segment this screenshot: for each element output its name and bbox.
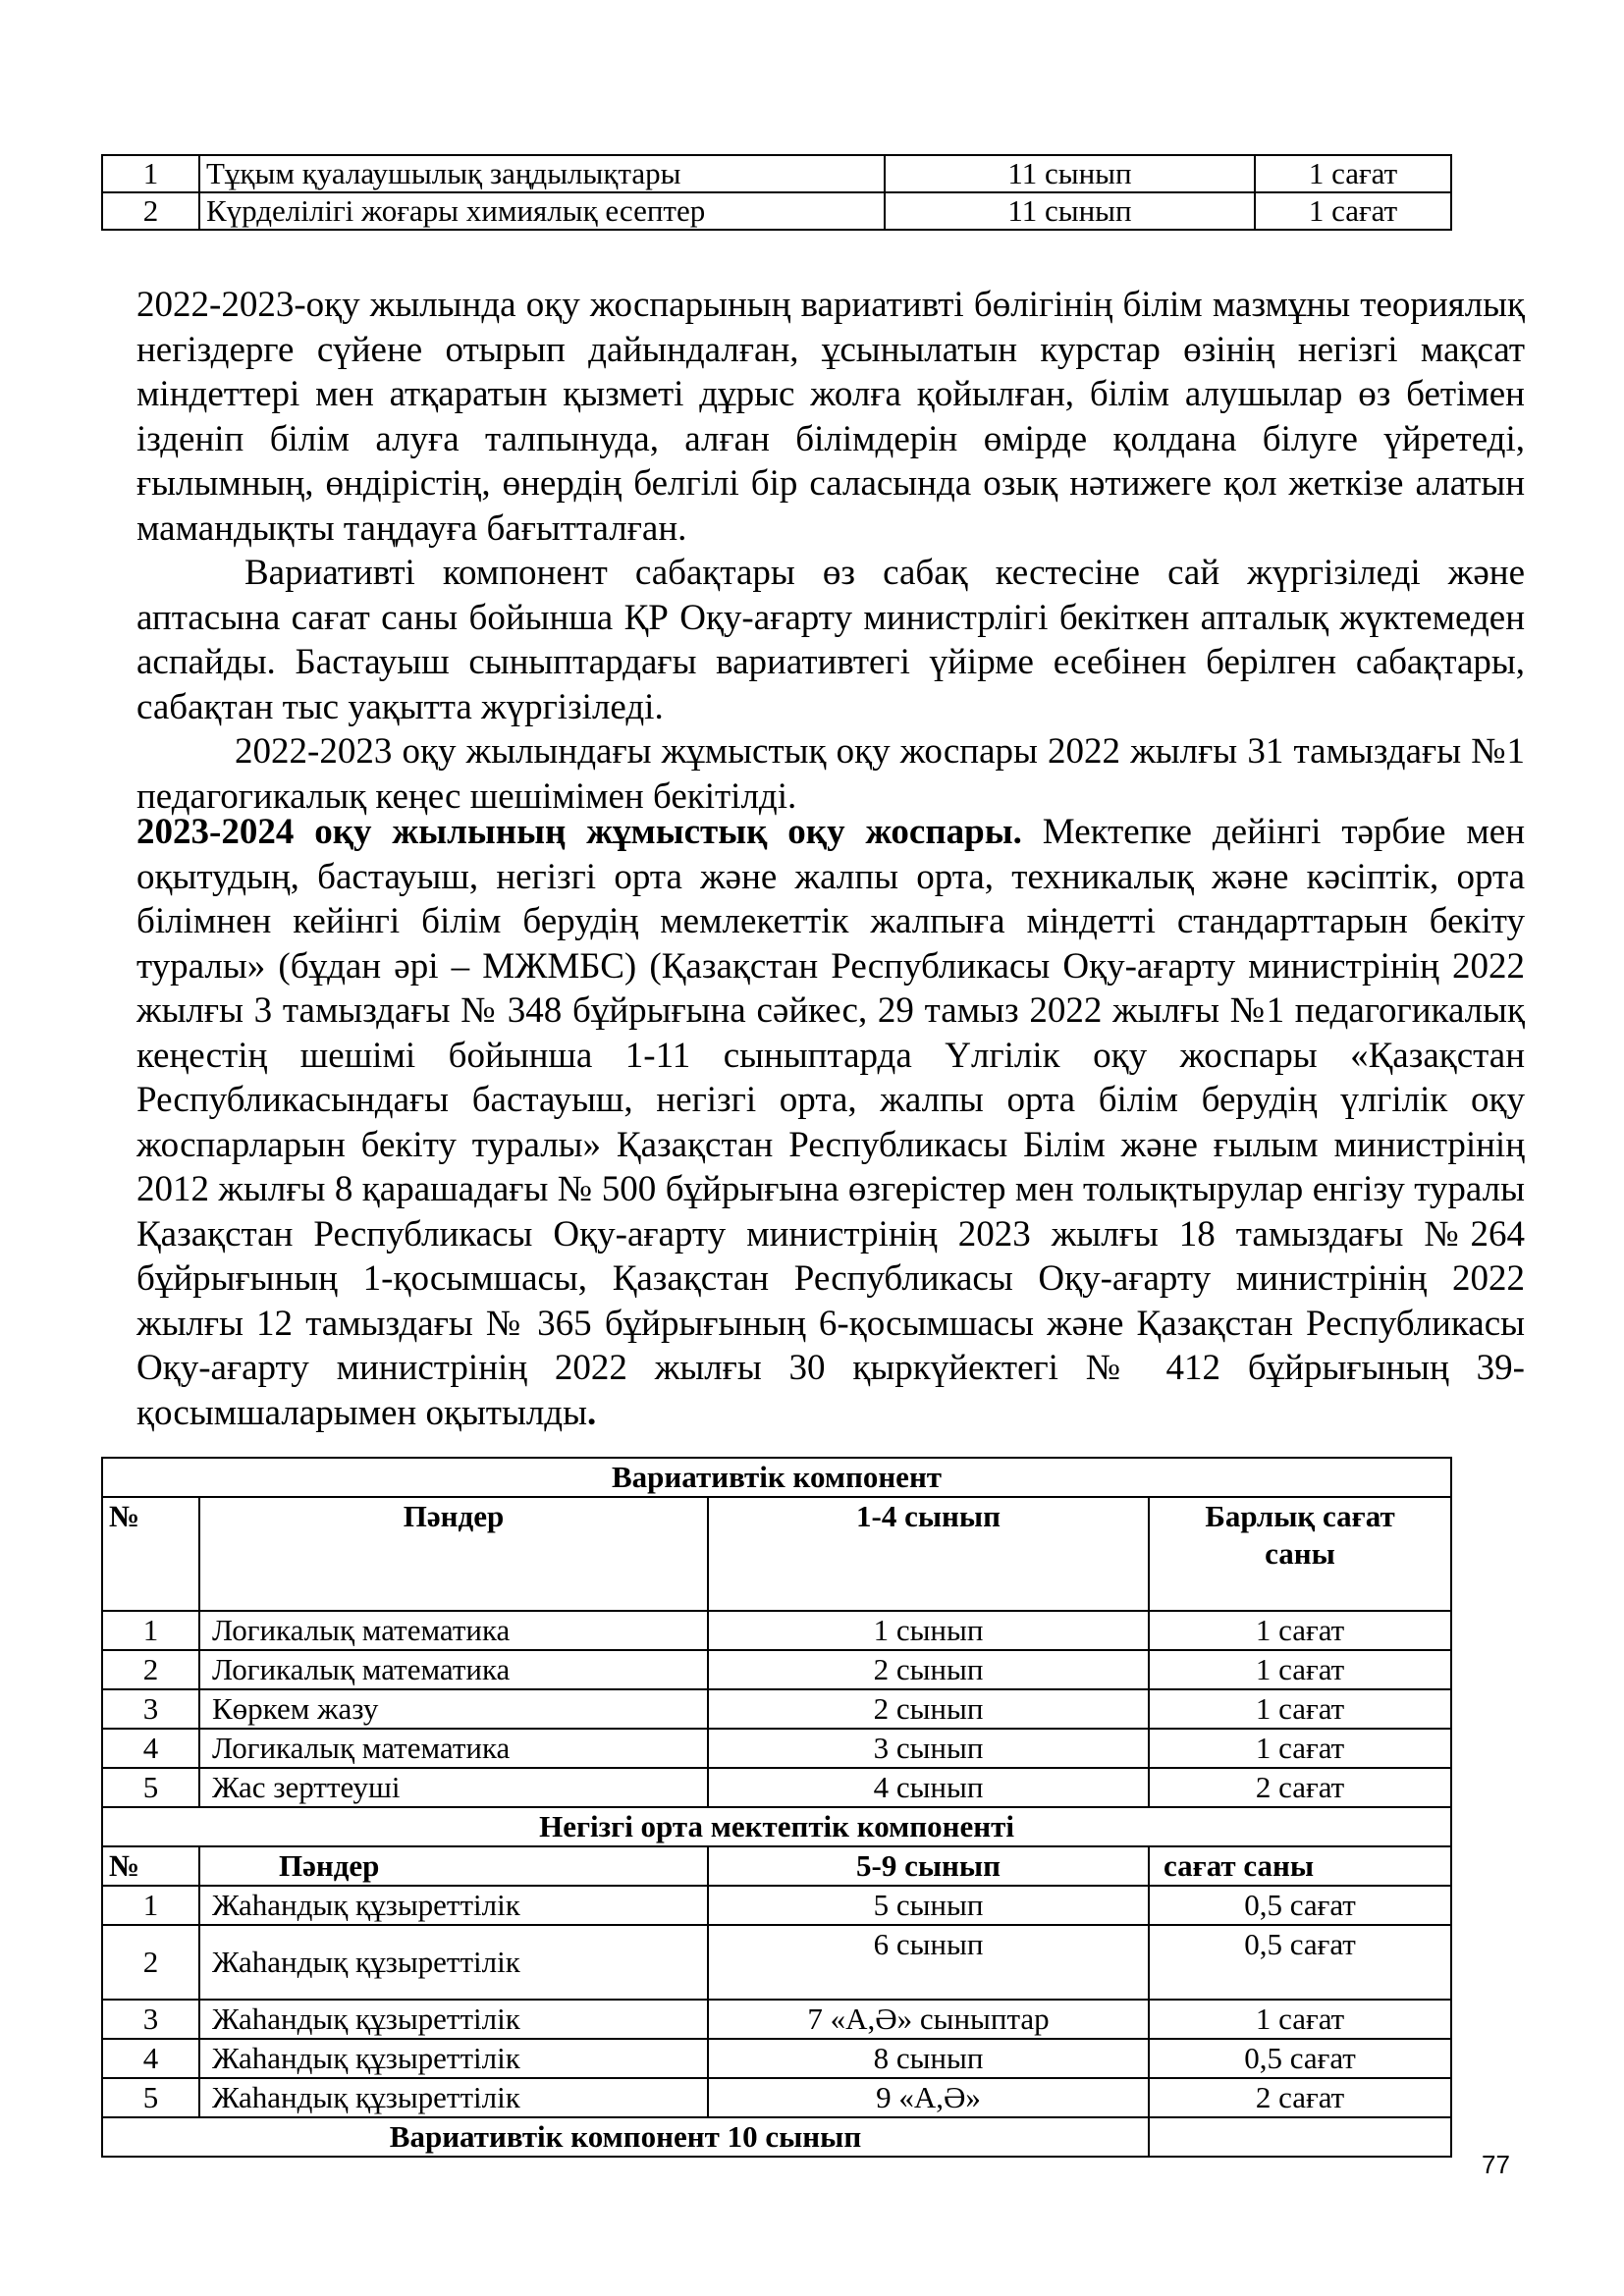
grade-cell: 2 сынып <box>708 1650 1149 1689</box>
table-title: Вариативтік компонент <box>102 1458 1451 1497</box>
hours-cell <box>1149 2117 1451 2157</box>
grade-cell: 7 «А,Ә» сыныптар <box>708 2000 1149 2039</box>
grade-cell: 9 «А,Ә» <box>708 2078 1149 2117</box>
hours-cell: 2 сағат <box>1149 1768 1451 1807</box>
grade-cell: 11 сынып <box>885 192 1255 230</box>
subject-cell: Жаһандық құзыреттілік <box>199 2039 708 2078</box>
grade-cell: 11 сынып <box>885 155 1255 192</box>
paragraph-variative-lessons: Вариативті компонент сабақтары өз сабақ кестесіне сай жүргізіледі және аптасына сағат саны бойынша ҚР Оқу-ағарту министрлігі бекіткен апталық жүктемеден аспайды. Бастауыш сыныптардағы вариативтегі үйірме есебінен берілген сабақтары, сабақтан тыс уақытта жүргізіледі. <box>136 553 1525 727</box>
row-number: 2 <box>102 1650 199 1689</box>
table-row <box>102 2039 1451 2078</box>
hours-cell: 0,5 сағат <box>1149 1886 1451 1925</box>
page-number: 77 <box>1482 2150 1510 2179</box>
hours-cell: 0,5 сағат <box>1149 1925 1451 2000</box>
table-row <box>102 1729 1451 1768</box>
header-grades: 1-4 сынып <box>708 1497 1149 1611</box>
table-row <box>102 1768 1451 1807</box>
paragraph-plan-approval: 2022-2023 оқу жылындағы жұмыстық оқу жоспары 2022 жылғы 31 тамыздағы №1 педагогикалық кеңес шешімімен бекітілді. <box>136 731 1525 817</box>
header-subjects: Пәндер <box>199 1846 708 1886</box>
subject-cell: Жаһандық құзыреттілік <box>199 2000 708 2039</box>
header-hours: сағат саны <box>1149 1846 1451 1886</box>
hours-cell: 1 сағат <box>1149 1650 1451 1689</box>
section-title-grade-10: Вариативтік компонент 10 сынып <box>102 2117 1149 2157</box>
paragraph-2023-2024-plan <box>136 810 1525 1435</box>
grade-cell: 4 сынып <box>708 1768 1149 1807</box>
header-subjects: Пәндер <box>199 1497 708 1611</box>
hours-cell: 0,5 сағат <box>1149 2039 1451 2078</box>
hours-cell: 1 сағат <box>1149 1611 1451 1650</box>
subject-cell: Логикалық математика <box>199 1729 708 1768</box>
header-total-hours: Барлық сағат саны <box>1149 1497 1451 1611</box>
hours-cell: 1 сағат <box>1255 192 1451 230</box>
table-header-row <box>102 1497 1451 1611</box>
row-number: 5 <box>102 1768 199 1807</box>
table-header-row <box>102 1846 1451 1886</box>
table-row <box>102 1886 1451 1925</box>
subject-cell: Көркем жазу <box>199 1689 708 1729</box>
grade-cell: 3 сынып <box>708 1729 1149 1768</box>
table-row <box>102 1650 1451 1689</box>
hours-cell: 1 сағат <box>1149 1729 1451 1768</box>
row-number: 5 <box>102 2078 199 2117</box>
grade-cell: 8 сынып <box>708 2039 1149 2078</box>
grade-cell: 2 сынып <box>708 1689 1149 1729</box>
variative-component-table <box>101 1457 1452 2158</box>
row-number: 2 <box>102 192 199 230</box>
table-row <box>102 1689 1451 1729</box>
grade-cell: 1 сынып <box>708 1611 1149 1650</box>
subject-cell: Тұқым қуалаушылық заңдылықтары <box>199 155 885 192</box>
section-title-basic-secondary: Негізгі орта мектептік компоненті <box>102 1807 1451 1846</box>
row-number: 4 <box>102 1729 199 1768</box>
table-title-row <box>102 1458 1451 1497</box>
header-grades: 5-9 сынып <box>708 1846 1149 1886</box>
row-number: 3 <box>102 1689 199 1729</box>
subject-cell: Жаһандық құзыреттілік <box>199 1886 708 1925</box>
header-number: № <box>102 1846 199 1886</box>
row-number: 4 <box>102 2039 199 2078</box>
table-row <box>102 1611 1451 1650</box>
grade-cell: 5 сынып <box>708 1886 1149 1925</box>
subject-cell: Жаһандық құзыреттілік <box>199 1925 708 2000</box>
top-course-table <box>101 154 1452 231</box>
subject-cell: Күрделілігі жоғары химиялық есептер <box>199 192 885 230</box>
table-row <box>102 155 1451 192</box>
hours-cell: 1 сағат <box>1255 155 1451 192</box>
section-title-row <box>102 1807 1451 1846</box>
hours-cell: 1 сағат <box>1149 2000 1451 2039</box>
subject-cell: Жаһандық құзыреттілік <box>199 2078 708 2117</box>
row-number: 1 <box>102 1886 199 1925</box>
header-number: № <box>102 1497 199 1611</box>
paragraph-heading: 2023-2024 оқу жылының жұмыстық оқу жоспары. <box>136 812 1022 852</box>
table-row <box>102 1925 1451 2000</box>
subject-cell: Логикалық математика <box>199 1650 708 1689</box>
paragraph-end-mark: . <box>586 1392 597 1433</box>
subject-cell: Логикалық математика <box>199 1611 708 1650</box>
row-number: 1 <box>102 155 199 192</box>
section-title-row <box>102 2117 1451 2157</box>
hours-cell: 1 сағат <box>1149 1689 1451 1729</box>
hours-cell: 2 сағат <box>1149 2078 1451 2117</box>
row-number: 2 <box>102 1925 199 2000</box>
table-row <box>102 2078 1451 2117</box>
grade-cell: 6 сынып <box>708 1925 1149 2000</box>
table-row <box>102 192 1451 230</box>
row-number: 3 <box>102 2000 199 2039</box>
row-number: 1 <box>102 1611 199 1650</box>
subject-cell: Жас зерттеуші <box>199 1768 708 1807</box>
paragraph-variative-part: 2022-2023-оқу жылында оқу жоспарының вариативті бөлігінің білім мазмұны теориялық негіздерге сүйене отырып дайындалған, ұсынылатын курстар өзінің негізгі мақсат міндеттері мен атқаратын қызметі дұрыс жолға қойылған, білім алушылар өз бетімен ізденіп білім алуға талпынуда, алған білімдерін өмірде қолдана білуге үйретеді, ғылымның, өндірістің, өнердің белгілі бір саласында озық нәтижеге қол жеткізе алатын мамандықты таңдауға бағытталған. <box>136 285 1525 549</box>
paragraph-body: Мектепке дейінгі тәрбие мен оқытудың, бастауыш, негізгі орта және жалпы орта, техникалық және кәсіптік, орта білімнен кейінгі білім берудің мемлекеттік жалпыға міндетті стандарттарын бекіту туралы» (бұдан әрі – МЖМБС) (Қазақстан Республикасы Оқу-ағарту министрінің 2022 жылғы 3 тамыздағы № 348 бұйрығына сәйкес, 29 тамыз 2022 жылғы №1 педагогикалық кеңестің шешімі бойынша 1-11 сыныптарда Үлгілік оқу жоспары «Қазақстан Республикасындағы бастауыш, негізгі орта, жалпы орта білім берудің үлгілік оқу жоспарларын бекіту туралы» Қазақстан Республикасы Білім және ғылым министрінің 2012 жылғы 8 қарашадағы № 500 бұйрығына өзгерістер мен толықтырулар енгізу туралы Қазақстан Республикасы Оқу-ағарту министрінің 2023 жылғы 18 тамыздағы №264 бұйрығының 1-қосымшасы, Қазақстан Республикасы Оқу-ағарту министрінің 2022 жылғы 12 тамыздағы № 365 бұйрығының 6-қосымшасы және Қазақстан Республикасы Оқу-ағарту министрінің 2022 жылғы 30 қыркүйектегі № 412 бұйрығының 39-қосымшаларымен оқытылды <box>136 812 1525 1433</box>
table-row <box>102 2000 1451 2039</box>
